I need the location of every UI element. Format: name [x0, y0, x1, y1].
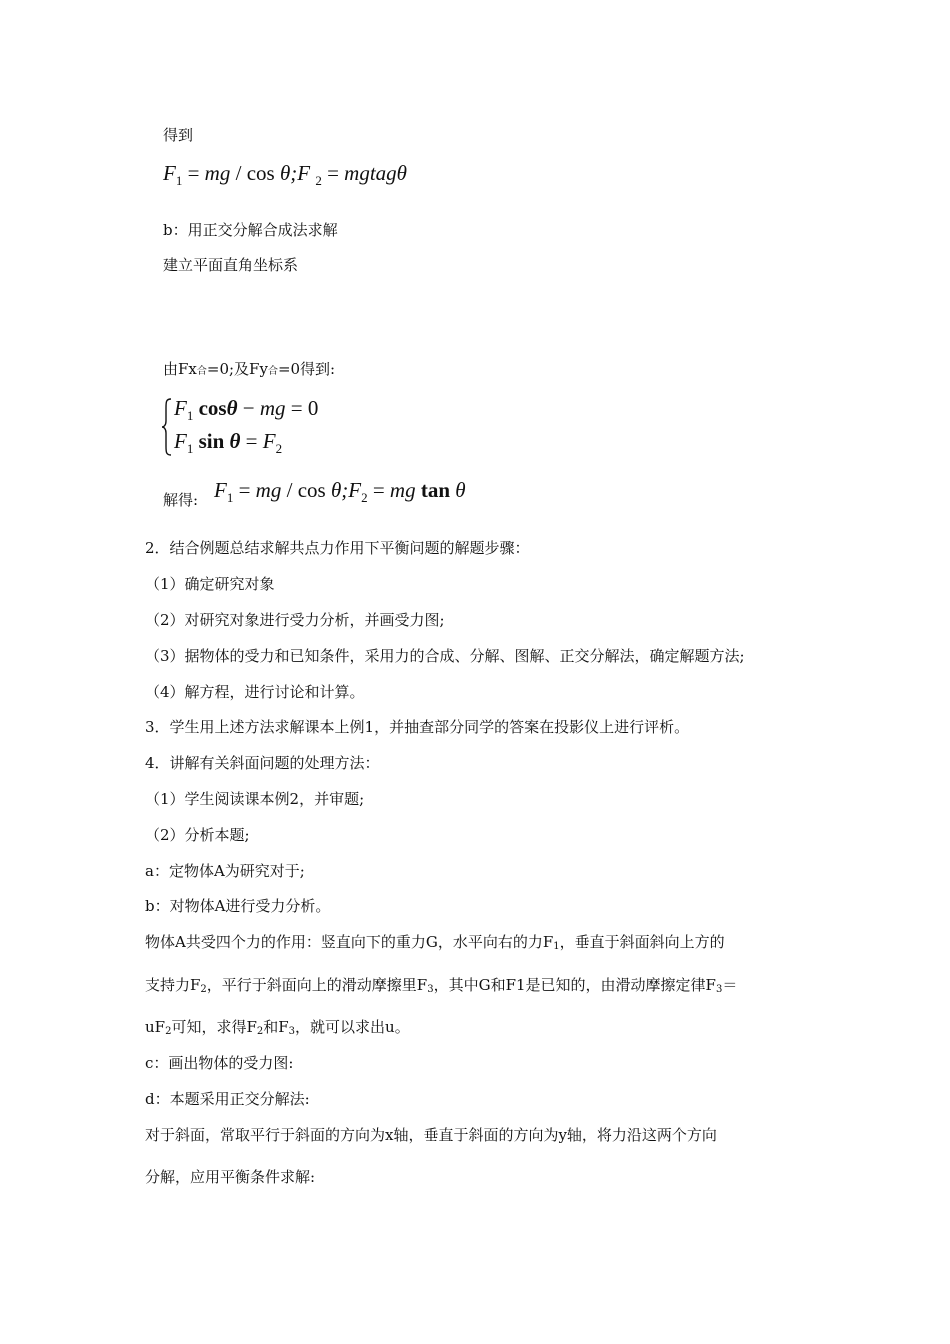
- text-paragraph-line-1: 物体A共受四个力的作用：竖直向下的重力G，水平向右的力$F_1$，垂直于斜面斜向上方的: [145, 933, 725, 952]
- text-paragraph-line-2: 支持力$F_2$，平行于斜面向上的滑动摩擦里$F_3$，其中G和F1是已知的，由滑动摩擦定律$F_3=$: [145, 976, 738, 995]
- equation-system-brace: [162, 398, 172, 456]
- equation-result-1: $F_1$ = mg / cos θ;F $_2$ = mgtagθ: [163, 161, 407, 188]
- text-item-d: d：本题采用正交分解法:: [145, 1090, 310, 1108]
- text-step-2: 2．结合例题总结求解共点力作用下平衡问题的解题步骤：: [145, 539, 530, 557]
- text-solve-label: 解得:: [163, 491, 199, 509]
- text-condition: 由Fx合=0;及Fy合=0得到:: [163, 360, 336, 378]
- equation-result-2: $F_1$ = mg / $\cos \theta;F_2$ = mg tan θ: [214, 478, 466, 505]
- text-step-2-2: （2）对研究对象进行受力分析，并画受力图;: [145, 611, 445, 629]
- text-deduce: 得到: [163, 126, 194, 144]
- text-step-3: 3．学生用上述方法求解课本上例1，并抽查部分同学的答案在投影仪上进行评析。: [145, 718, 690, 736]
- equation-system-line-2: $F_1$ $\sin \theta = F_2$: [174, 429, 283, 456]
- text-item-a: a：定物体A为研究对于;: [145, 862, 305, 880]
- text-paragraph-line-4: 对于斜面，常取平行于斜面的方向为x轴，垂直于斜面的方向为y轴，将力沿这两个方向: [145, 1126, 717, 1144]
- equation-system-line-1: $F_1$ cosθ − mg = 0: [174, 396, 319, 423]
- text-step-4-1: （1）学生阅读课本例2，并审题;: [145, 790, 365, 808]
- text-step-2-4: （4）解方程，进行讨论和计算。: [145, 683, 365, 701]
- text-step-2-1: （1）确定研究对象: [145, 575, 275, 593]
- text-item-c: c：画出物体的受力图:: [145, 1054, 294, 1072]
- text-paragraph-line-5: 分解，应用平衡条件求解:: [145, 1168, 316, 1186]
- text-coordinate-system: 建立平面直角坐标系: [163, 256, 299, 274]
- text-paragraph-line-3: $uF_2$可知，求得$F_2$和$F_3$，就可以求出u。: [145, 1018, 410, 1037]
- text-method-b: b：用正交分解合成法求解: [163, 221, 338, 239]
- text-step-2-3: （3）据物体的受力和已知条件，采用力的合成、分解、图解、正交分解法，确定解题方法;: [145, 647, 745, 665]
- text-step-4: 4．讲解有关斜面问题的处理方法：: [145, 754, 380, 772]
- text-item-b: b：对物体A进行受力分析。: [145, 897, 331, 915]
- text-step-4-2: （2）分析本题;: [145, 826, 250, 844]
